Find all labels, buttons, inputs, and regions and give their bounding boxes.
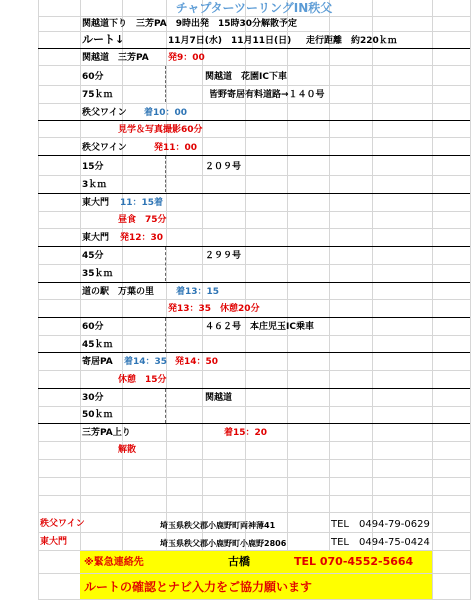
grid-line xyxy=(38,264,470,265)
grid-line xyxy=(38,388,470,389)
page-title: チャプターツーリングIN秩父 xyxy=(175,1,333,15)
grid-line xyxy=(38,103,470,104)
grid-line xyxy=(38,406,470,407)
grid-line xyxy=(38,48,470,49)
grid-line xyxy=(38,370,470,371)
leg-duration: 60分 xyxy=(82,322,104,332)
departure-time: 発12：30 xyxy=(120,233,164,243)
grid-line xyxy=(38,175,470,176)
leg-duration: 30分 xyxy=(82,393,104,403)
grid-line xyxy=(38,352,470,353)
leg-duration: 45分 xyxy=(82,251,104,261)
emergency-contact-name: 古橋 xyxy=(228,555,250,568)
route-instruction: ２９９号 xyxy=(205,251,242,261)
contact-phone: TEL 0494-75-0424 xyxy=(331,537,430,548)
leg-distance: 50ｋｍ xyxy=(82,410,113,420)
contact-address: 埼玉県秩父郡小鹿野町両神薄41 xyxy=(160,521,276,530)
grid-line xyxy=(38,120,470,121)
arrival-time: 着14：35 xyxy=(124,357,168,367)
departure-time: 発14：50 xyxy=(175,357,219,367)
stop-name: 東大門 xyxy=(82,198,110,208)
grid-line xyxy=(432,0,433,600)
leg-distance: 45ｋｍ xyxy=(82,340,113,350)
route-connector xyxy=(165,389,166,423)
stop-name: 関越道 三芳PA xyxy=(82,53,149,63)
stop-name: 三芳PA上り xyxy=(82,428,131,438)
grid-line xyxy=(38,335,470,336)
grid-line xyxy=(38,282,470,283)
departure-time: 発9：00 xyxy=(168,53,205,63)
route-instruction: ４６２号 本庄児玉IC乗車 xyxy=(205,322,314,332)
leg-distance: 75ｋｍ xyxy=(82,90,113,100)
grid-line xyxy=(38,31,470,32)
stop-activity: 解散 xyxy=(118,445,137,455)
grid-line xyxy=(38,512,470,513)
grid-line xyxy=(38,211,470,212)
grid-line xyxy=(38,495,470,496)
stop-activity: 昼食 75分 xyxy=(118,215,167,225)
leg-distance: 35ｋｍ xyxy=(82,269,113,279)
arrival-time: 着15：20 xyxy=(224,428,268,438)
grid-line xyxy=(38,16,470,17)
leg-duration: 60分 xyxy=(82,72,104,82)
grid-line xyxy=(38,459,470,460)
arrival-time: 着13：15 xyxy=(176,287,220,297)
stop-name: 寄居PA xyxy=(82,357,113,367)
route-connector xyxy=(165,66,166,102)
grid-line xyxy=(38,299,470,300)
stop-name: 秩父ワイン xyxy=(82,108,127,118)
route-connector xyxy=(165,247,166,281)
route-instruction: ２０９号 xyxy=(205,162,242,172)
grid-line xyxy=(38,441,470,442)
grid-line xyxy=(122,0,123,600)
stop-name: 道の駅 万葉の里 xyxy=(82,287,155,297)
grid-line xyxy=(38,246,470,247)
event-dates: 11月7日(水) 11月11日(日) xyxy=(168,36,292,46)
total-distance: 走行距離 約220ｋｍ xyxy=(306,36,397,46)
grid-line xyxy=(38,155,470,156)
stop-activity: 発13：35 休憩20分 xyxy=(168,304,260,314)
grid-line xyxy=(38,137,470,138)
route-label: ルート↓ xyxy=(82,33,125,46)
grid-line xyxy=(166,0,167,600)
emergency-label: ※緊急連絡先 xyxy=(84,557,144,568)
route-instruction: 皆野寄居有料道路→１４０号 xyxy=(209,90,325,100)
emergency-phone: TEL 070-4552-5664 xyxy=(294,555,414,568)
route-connector xyxy=(165,156,166,192)
stop-activity: 見学＆写真撮影60分 xyxy=(118,125,203,135)
contact-phone: TEL 0494-79-0629 xyxy=(331,519,430,530)
grid-line xyxy=(38,532,470,533)
stop-name: 東大門 xyxy=(82,233,110,243)
leg-distance: 3ｋｍ xyxy=(82,180,107,190)
route-instruction: 関越道 花園IC下車 xyxy=(205,72,287,82)
grid-line xyxy=(38,193,470,194)
route-instruction: 関越道 xyxy=(205,393,233,403)
grid-line xyxy=(329,0,330,600)
stop-name: 秩父ワイン xyxy=(82,143,127,153)
grid-line xyxy=(38,317,470,318)
grid-line xyxy=(38,85,470,86)
stop-activity: 休憩 15分 xyxy=(118,375,167,385)
grid-line xyxy=(38,423,470,424)
arrival-time: 着10：00 xyxy=(144,108,188,118)
contact-name: 秩父ワイン xyxy=(40,519,85,529)
grid-line xyxy=(38,0,39,600)
route-connector xyxy=(165,318,166,352)
contact-name: 東大門 xyxy=(40,537,68,547)
arrival-time: 11：15着 xyxy=(120,198,164,208)
grid-line xyxy=(38,228,470,229)
grid-line xyxy=(38,65,470,66)
grid-line xyxy=(38,477,470,478)
departure-summary: 関越道下り 三芳PA 9時出発 15時30分解散予定 xyxy=(82,19,298,29)
departure-time: 発11：00 xyxy=(154,143,198,153)
grid-line xyxy=(372,0,373,600)
request-message: ルートの確認とナビ入力をご協力願います xyxy=(84,580,313,594)
leg-duration: 15分 xyxy=(82,162,104,172)
grid-line xyxy=(80,0,81,600)
contact-address: 埼玉県秩父郡小鹿野町小鹿野2806 xyxy=(160,539,287,548)
grid-line xyxy=(202,0,203,600)
